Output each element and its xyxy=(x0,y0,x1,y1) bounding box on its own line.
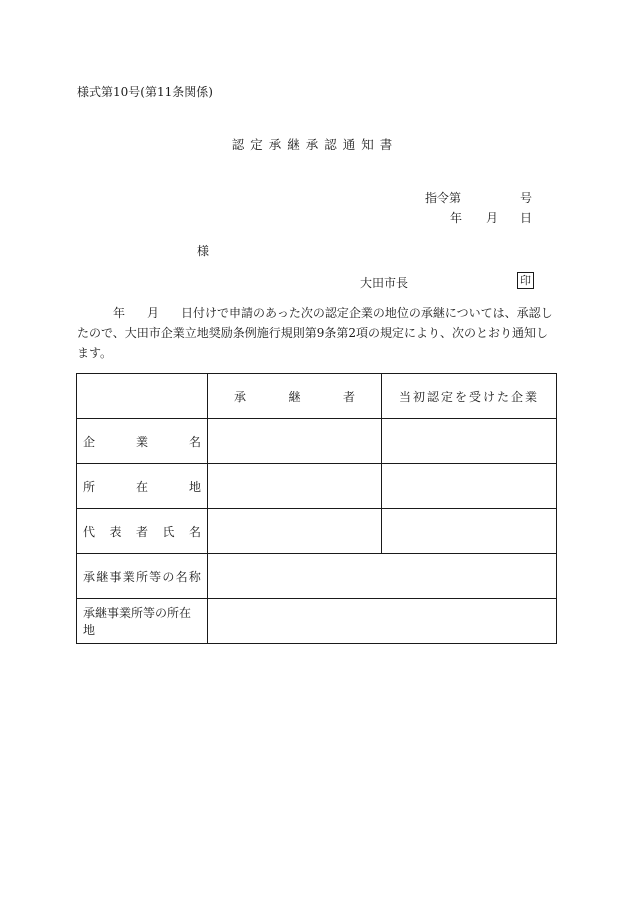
table-row xyxy=(77,464,557,509)
date-day: 日 xyxy=(520,211,533,225)
header-blank-cell xyxy=(77,374,208,419)
successor-location-cell[interactable] xyxy=(208,464,382,509)
table-row xyxy=(77,509,557,554)
row-label-company-name: 企 業 名 xyxy=(77,419,208,464)
row-label-office-name: 承 継 事 業 所 等 の 名 称 xyxy=(77,554,208,599)
body-text: 日付けで申請のあった次の認定企業の地位の承継については、承認したので、大田市企業立地奨励条例施行規則第9条第2項の規定により、次のとおり通知します。 xyxy=(77,306,553,360)
table-row xyxy=(77,554,557,599)
office-location-cell[interactable] xyxy=(208,599,557,644)
issuer: 大田市長 xyxy=(360,276,409,290)
original-company-name-cell[interactable] xyxy=(382,419,557,464)
original-representative-cell[interactable] xyxy=(382,509,557,554)
successor-company-name-cell[interactable] xyxy=(208,419,382,464)
row-label-representative: 代 表 者 氏 名 xyxy=(77,509,208,554)
date-year: 年 xyxy=(450,211,463,225)
doc-number-suffix: 号 xyxy=(520,191,533,205)
original-location-cell[interactable] xyxy=(382,464,557,509)
addressee-suffix: 様 xyxy=(197,244,210,258)
table-row xyxy=(77,419,557,464)
header-successor: 承 継 者 xyxy=(208,374,382,419)
office-name-cell[interactable] xyxy=(208,554,557,599)
row-label-location: 所 在 地 xyxy=(77,464,208,509)
doc-number-label: 指令第 xyxy=(425,191,462,205)
table-row xyxy=(77,599,557,644)
body-year: 年 xyxy=(113,306,126,320)
body-month: 月 xyxy=(147,306,160,320)
succession-table xyxy=(76,373,557,644)
document-title: 認定承継承認通知書 xyxy=(231,137,399,152)
successor-representative-cell[interactable] xyxy=(208,509,382,554)
row-label-office-location: 承継事業所等の所在地 xyxy=(77,599,208,644)
seal-mark: 印 xyxy=(517,272,534,289)
header-original-company: 当初認定を受けた企業 xyxy=(382,374,557,419)
notice-body xyxy=(77,303,559,363)
form-id: 様式第10号(第11条関係) xyxy=(77,85,213,99)
date-month: 月 xyxy=(486,211,499,225)
table-header-row xyxy=(77,374,557,419)
